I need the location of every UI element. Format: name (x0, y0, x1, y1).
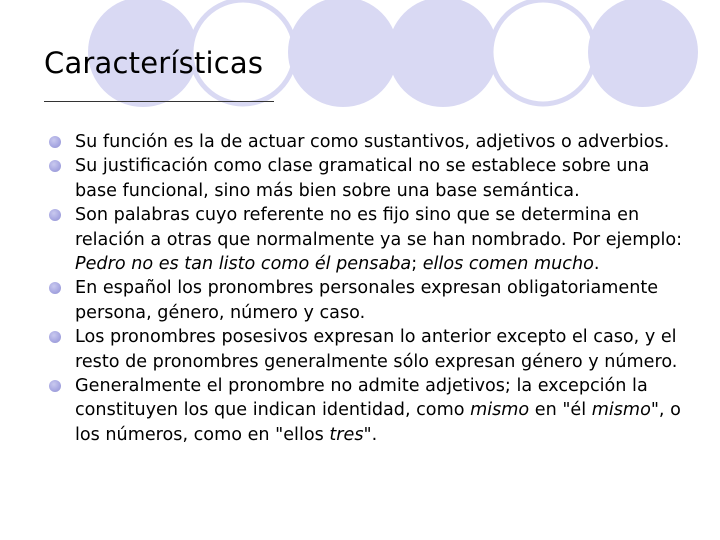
bullet-item (48, 154, 688, 203)
slide-title: Características (44, 46, 264, 80)
bullet-dot-icon (49, 331, 61, 343)
decorative-circle (388, 0, 498, 107)
decorative-circle (491, 0, 595, 104)
bullet-item (48, 130, 688, 154)
bullet-text: Son palabras cuyo referente no es fijo sino que se determina en relación a otras que normalmente ya se han nombrado. Por ejemplo: (75, 205, 683, 250)
bullet-text: Su justificación como clase gramatical no se establece sobre una base funcional, sino más bien sobre una base semántica. (75, 156, 650, 201)
bullet-dot-icon (49, 380, 61, 392)
bullet-item (48, 374, 688, 447)
bullet-dot-icon (49, 136, 61, 148)
bullet-text: ". (363, 424, 378, 445)
bullet-text: en "él (529, 400, 592, 421)
title-underline (44, 101, 274, 102)
bullet-text: ; (411, 254, 423, 275)
bullet-text: Su función es la de actuar como sustantivos, adjetivos o adverbios. (75, 132, 670, 152)
bullet-item (48, 276, 688, 325)
bullet-text: Generalmente el pronombre no admite adjetivos; la excepción la constituyen los que indican identidad, como (75, 376, 648, 421)
bullet-item (48, 203, 688, 276)
decorative-circle (588, 0, 698, 107)
bullet-list (48, 130, 688, 447)
bullet-dot-icon (49, 160, 61, 172)
decorative-circle (288, 0, 398, 107)
italic-example-text: mismo (470, 400, 530, 421)
bullet-item (48, 325, 688, 374)
italic-example-text: mismo (591, 400, 651, 421)
bullet-dot-icon (49, 282, 61, 294)
italic-example-text: Pedro no es tan listo como él pensaba (75, 254, 412, 275)
bullet-text: En español los pronombres personales expresan obligatoriamente persona, género, número y caso. (75, 278, 659, 323)
italic-example-text: tres (329, 424, 364, 445)
italic-example-text: ellos comen mucho (422, 254, 594, 275)
bullet-dot-icon (49, 209, 61, 221)
bullet-text: ", o los números, como en "ellos (75, 400, 681, 445)
bullet-text: . (593, 254, 600, 275)
bullet-text: Los pronombres posesivos expresan lo anterior excepto el caso, y el resto de pronombres generalmente sólo expresan género y número. (75, 327, 678, 372)
